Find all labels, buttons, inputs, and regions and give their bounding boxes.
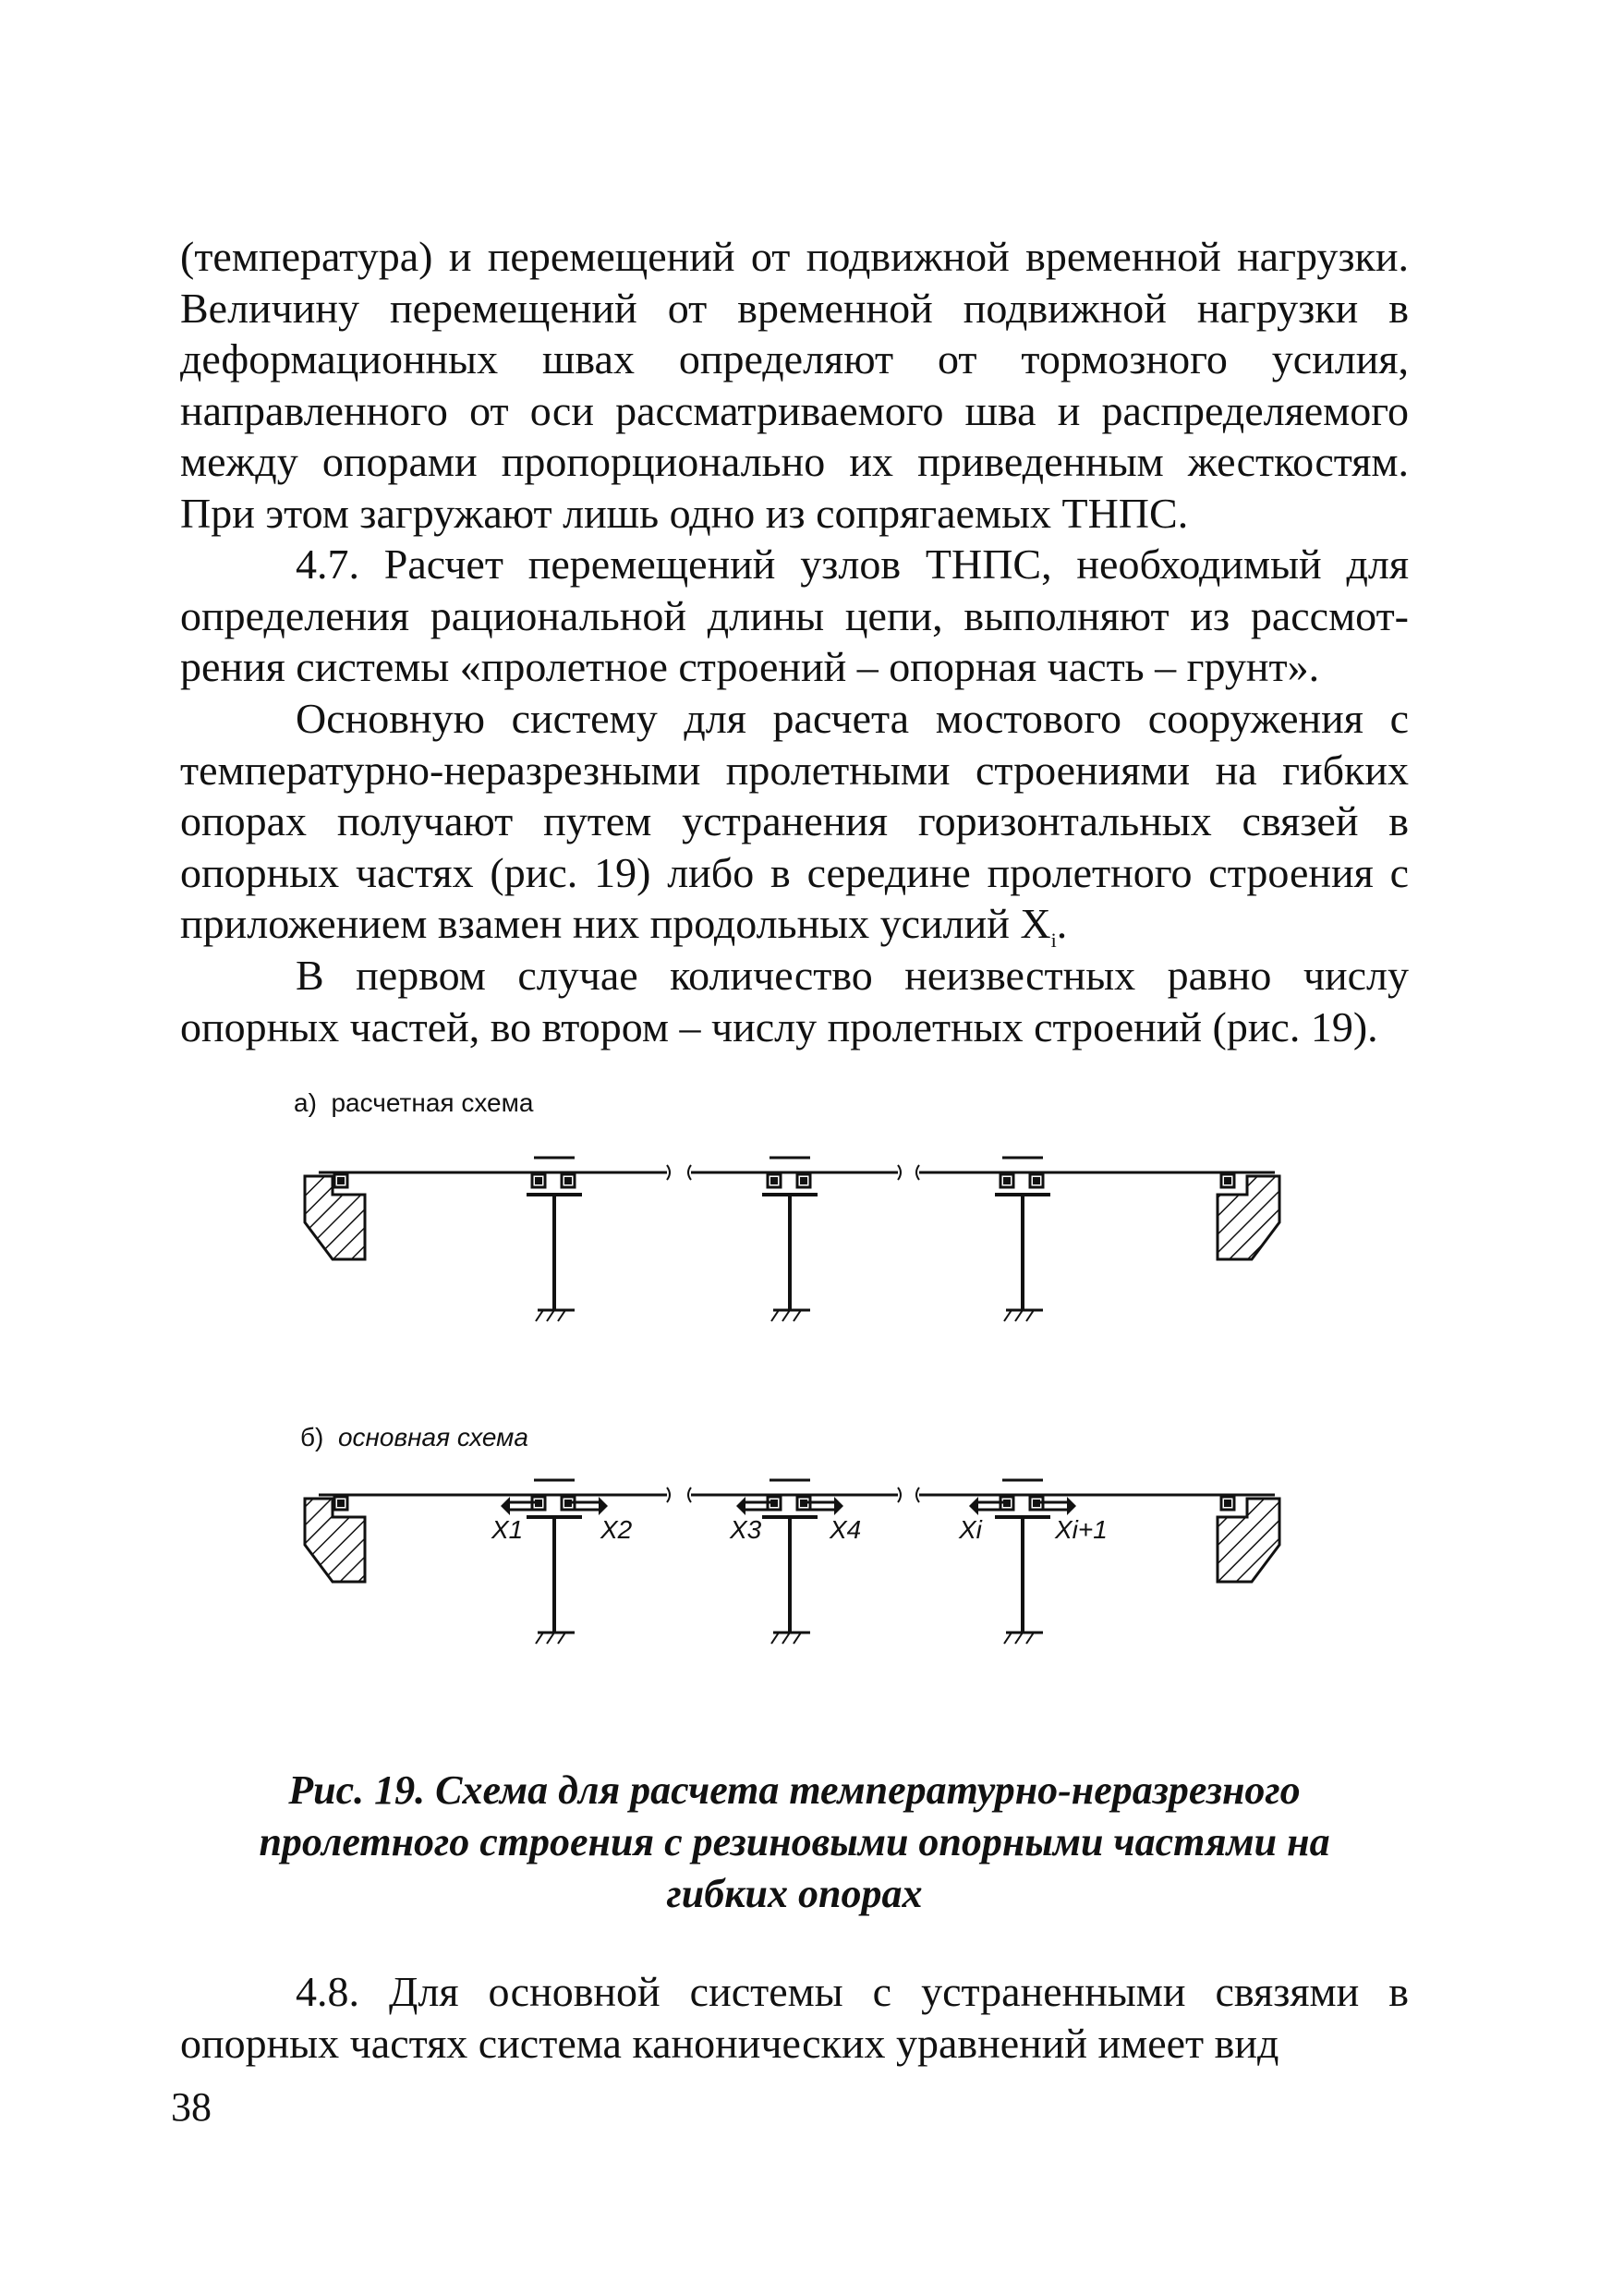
scheme-a-calculation [305, 1158, 1279, 1321]
force-label-x1: X1 [491, 1515, 524, 1544]
ground-hatch [1015, 1310, 1023, 1321]
bearing-pad-core [337, 1500, 345, 1507]
force-arrow-head [501, 1497, 510, 1515]
force-arrow-head [834, 1497, 843, 1515]
ground-hatch [782, 1633, 790, 1644]
bearing-pad-core [535, 1177, 542, 1184]
text-line: (температура) и перемещений от подвижной временной нагрузки. [180, 233, 1409, 280]
joint-mark [898, 1165, 901, 1180]
joint-mark [688, 1165, 691, 1180]
force-arrow-head [599, 1497, 608, 1515]
joint-mark [667, 1488, 670, 1502]
figure-caption [180, 1765, 1409, 1920]
text-line: Основную систему для расчета мостового сооружения с [296, 695, 1409, 742]
text-line: опорных частях система канонических уравнений имеет вид [180, 2019, 1279, 2067]
ground-hatch [1004, 1633, 1012, 1644]
text-line: опорах получают путем устранения горизонтальных связей в [180, 797, 1409, 844]
text-line: рения системы «пролетное строений – опорная часть – грунт». [180, 643, 1320, 690]
figure-label-a-text: расчетная схема [331, 1088, 534, 1117]
ground-hatch [558, 1310, 565, 1321]
ground-hatch [547, 1310, 554, 1321]
joint-mark [916, 1165, 919, 1180]
text-line: При этом загружают лишь одно из сопрягаемых ТНПС. [180, 489, 1189, 537]
text-line: 4.7. Расчет перемещений узлов ТНПС, необходимый для [296, 540, 1409, 588]
ground-hatch [558, 1633, 565, 1644]
text-line: определения рациональной длины цепи, выполняют из рассмот- [180, 591, 1409, 639]
figure-label-b-marker: б) [300, 1423, 324, 1451]
ground-hatch [1004, 1310, 1012, 1321]
ground-hatch [1026, 1633, 1034, 1644]
ground-hatch [536, 1310, 543, 1321]
ground-hatch [1026, 1310, 1034, 1321]
text-line-with-symbol: приложением взамен них продольных усилий $X_i$. [180, 900, 1068, 953]
joint-mark [667, 1165, 670, 1180]
bearing-pad-core [800, 1177, 807, 1184]
bearing-pad-core [1003, 1177, 1011, 1184]
ground-hatch [536, 1633, 543, 1644]
ground-hatch [782, 1310, 790, 1321]
ground-hatch [794, 1633, 801, 1644]
text-line: направленного от оси рассматриваемого шва и распределяемого [180, 386, 1409, 434]
bearing-pad-core [564, 1500, 572, 1507]
joint-mark [916, 1488, 919, 1502]
text-line: опорных частей, во втором – числу пролетных строений (рис. 19). [180, 1002, 1378, 1050]
force-symbol-subscript: i [1050, 929, 1057, 953]
bearing-pad-core [337, 1177, 345, 1184]
bearing-pad-core [564, 1177, 572, 1184]
figure-label-b-text: основная схема [337, 1423, 528, 1451]
bearing-pad-core [1224, 1177, 1231, 1184]
figure-label-a-marker: а) [294, 1088, 317, 1117]
force-label-x4: X4 [830, 1515, 862, 1544]
force-symbol: X [1020, 900, 1051, 947]
force-label-xi: Xi [959, 1515, 982, 1544]
bearing-pad-core [1033, 1177, 1040, 1184]
bearing-pad-core [1033, 1500, 1040, 1507]
text-line: 4.8. Для основной системы с устраненными связями в [296, 1968, 1409, 2015]
force-arrow-head [736, 1497, 745, 1515]
joint-mark [898, 1488, 901, 1502]
bearing-pad-core [800, 1500, 807, 1507]
text-line: деформационных швах определяют от тормозного усилия, [180, 335, 1409, 383]
scheme-b-basic [305, 1480, 1279, 1644]
caption-line: пролетного строения с резиновыми опорными частями на [259, 1819, 1330, 1864]
bearing-pad-core [1224, 1500, 1231, 1507]
force-label-xi-plus-1: Xi+1 [1055, 1515, 1108, 1544]
text-fragment: приложением взамен них продольных усилий [180, 900, 1010, 947]
text-line: опорных частях (рис. 19) либо в середине пролетного строения с [180, 848, 1409, 896]
force-arrow-head [1067, 1497, 1076, 1515]
text-line: Величину перемещений от временной подвижной нагрузки в [180, 284, 1409, 332]
bearing-pad-core [770, 1177, 778, 1184]
text-line: температурно-неразрезными пролетными строениями на гибких [180, 746, 1409, 794]
joint-mark [688, 1488, 691, 1502]
text-line: между опорами пропорционально их приведенным жесткостям. [180, 438, 1409, 485]
page-number: 38 [171, 2084, 212, 2130]
ground-hatch [794, 1310, 801, 1321]
ground-hatch [771, 1310, 779, 1321]
ground-hatch [771, 1633, 779, 1644]
caption-line: гибких опорах [666, 1871, 923, 1916]
text-line: В первом случае количество неизвестных равно числу [296, 952, 1409, 999]
force-label-x3: X3 [730, 1515, 762, 1544]
ground-hatch [1015, 1633, 1023, 1644]
caption-line: Рис. 19. Схема для расчета температурно-неразрезного [288, 1767, 1301, 1813]
force-label-x2: X2 [600, 1515, 633, 1544]
paragraph-5 [180, 1966, 1409, 2069]
force-arrow-head [969, 1497, 978, 1515]
ground-hatch [547, 1633, 554, 1644]
